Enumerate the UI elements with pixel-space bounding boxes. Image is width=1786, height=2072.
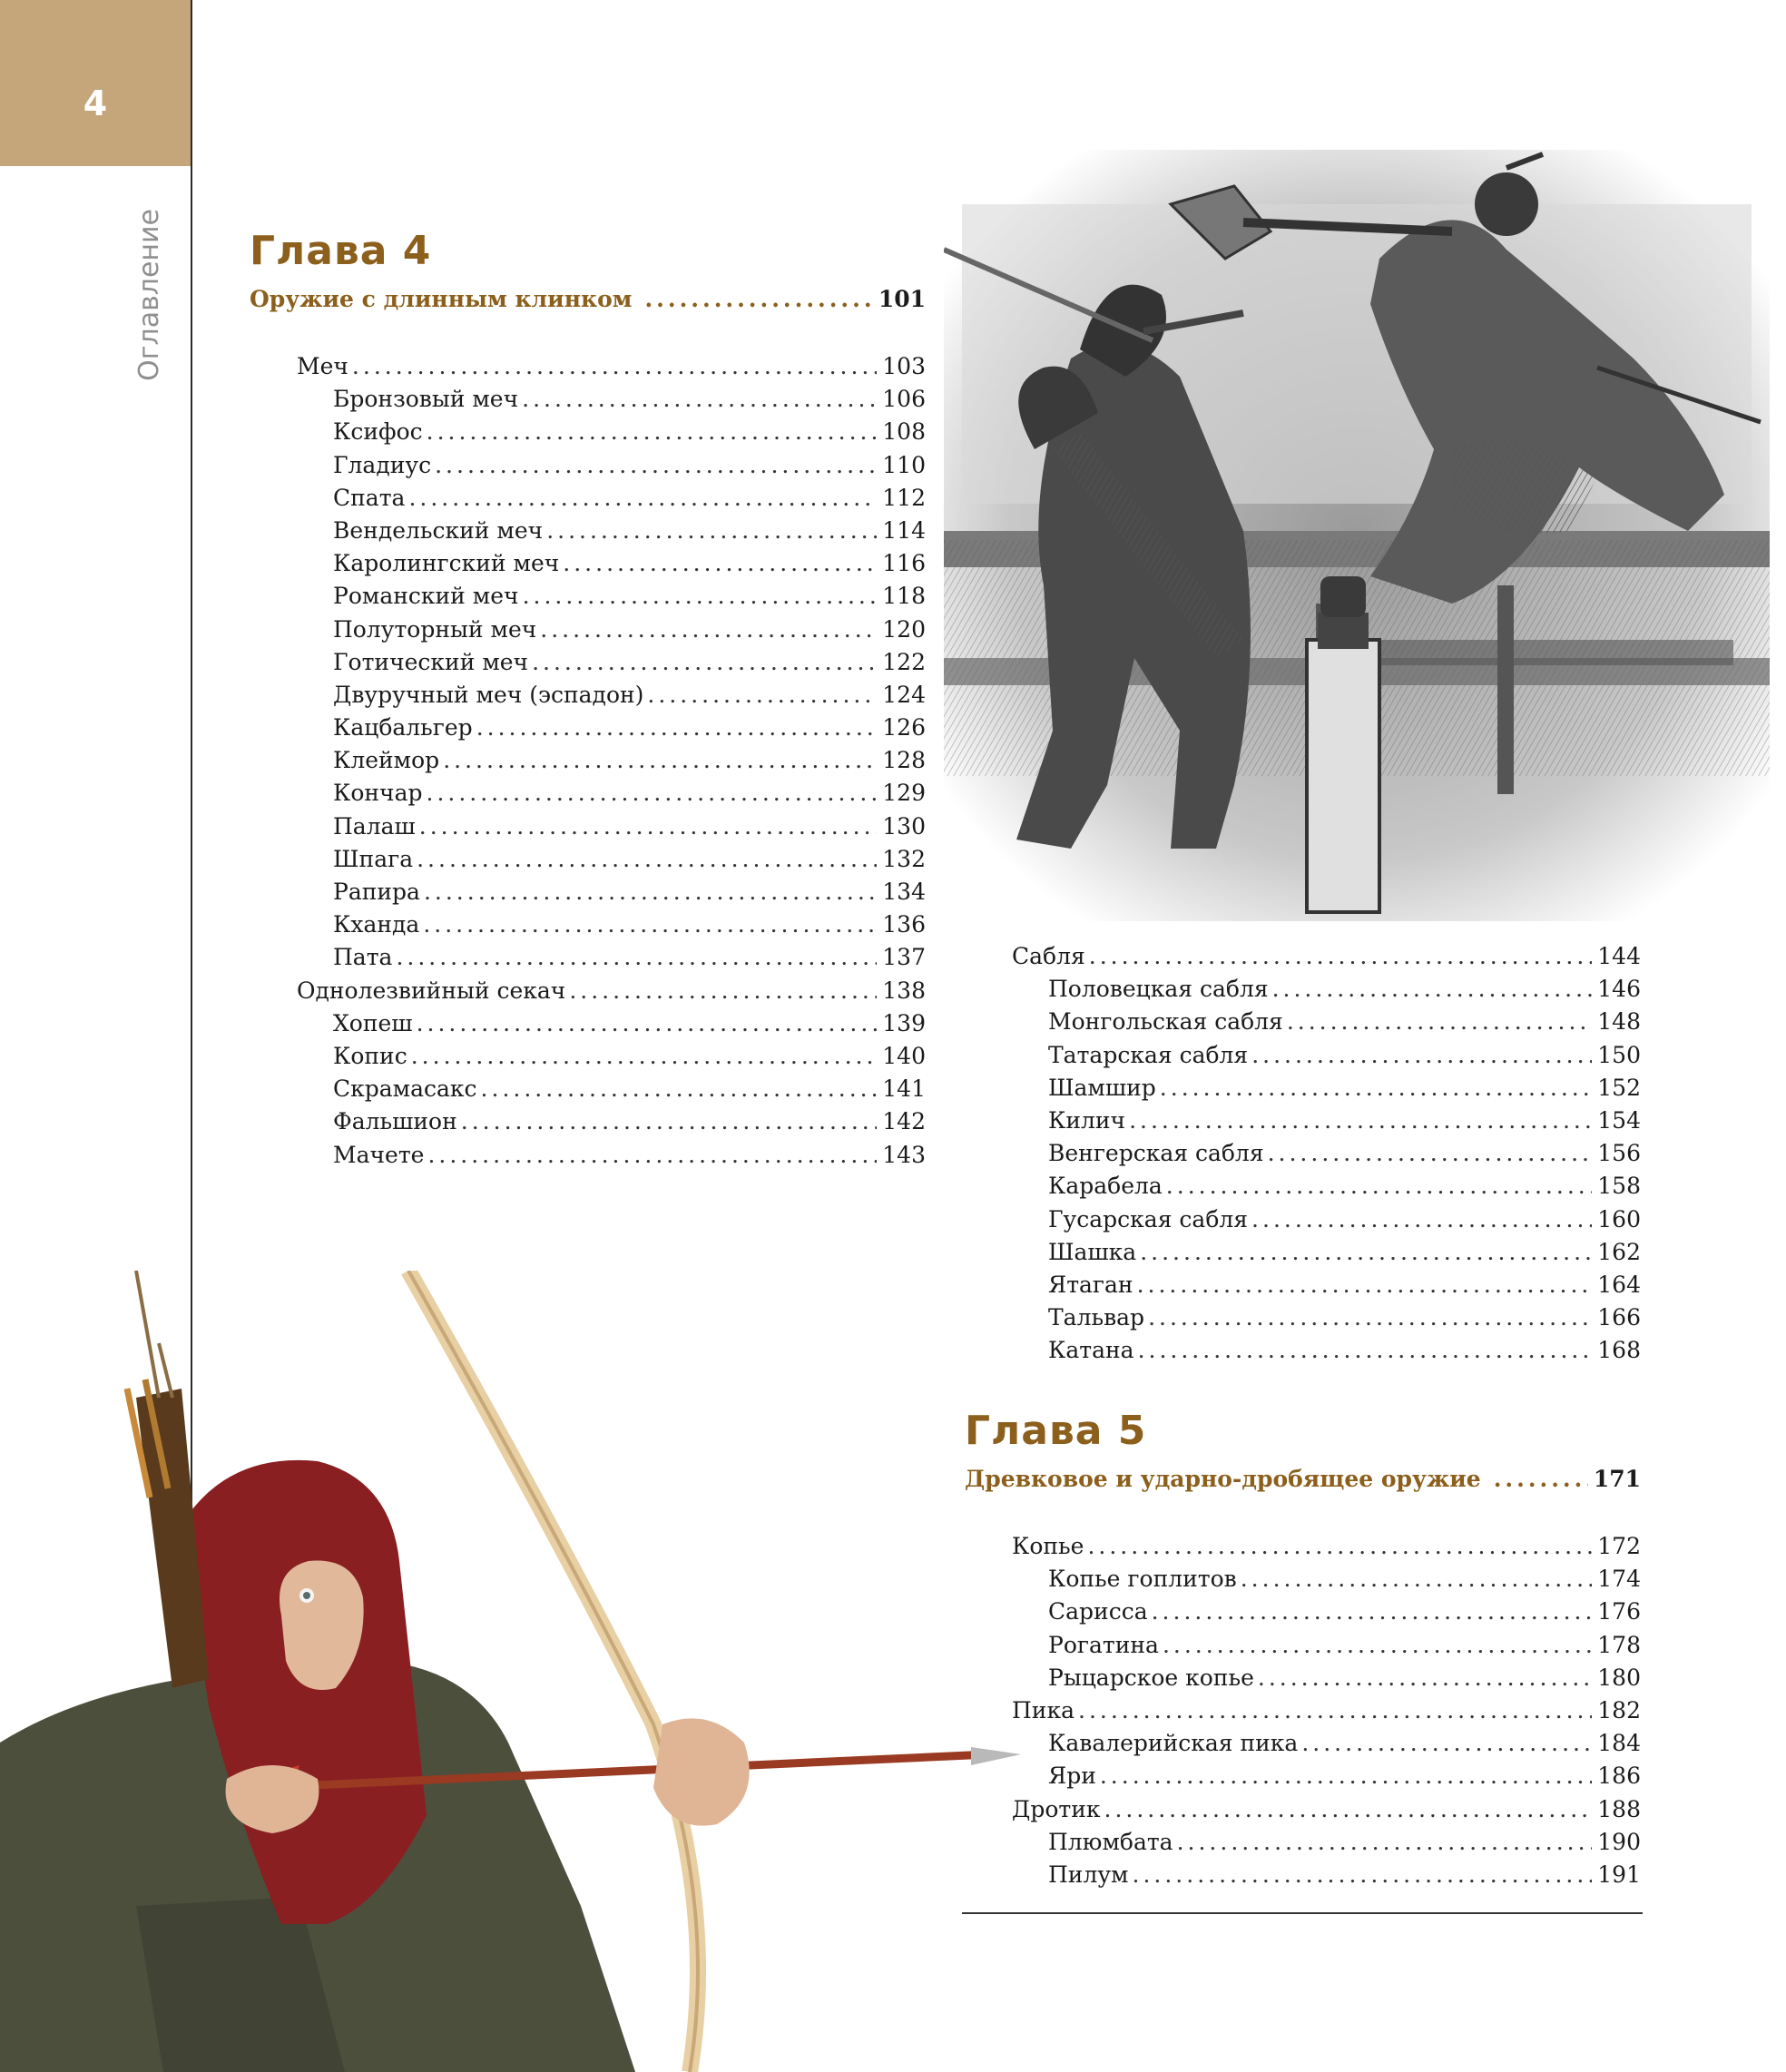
toc-entry-label: Кавалерийская пика — [1048, 1730, 1299, 1757]
toc-entry-page: 114 — [882, 516, 926, 544]
toc-entry-page: 130 — [882, 812, 926, 840]
toc-entry[interactable] — [1012, 973, 1641, 1006]
toc-entry-label: Копис — [333, 1042, 407, 1069]
toc-entry-label: Скрамасакс — [333, 1075, 477, 1103]
toc-entry[interactable] — [1012, 1006, 1641, 1038]
chapter-4-title: Глава 4 — [250, 228, 432, 274]
toc-entry-label: Тальвар — [1048, 1304, 1145, 1331]
dot-leader — [1163, 1629, 1592, 1662]
dot-leader — [540, 614, 877, 646]
toc-entry-page: 158 — [1597, 1173, 1641, 1200]
toc-entry-label: Каролингский меч — [333, 550, 560, 577]
dot-leader — [1100, 1760, 1592, 1792]
toc-entry-page: 184 — [1597, 1730, 1641, 1757]
toc-entry[interactable] — [297, 941, 926, 974]
toc-entry-label: Пата — [333, 944, 393, 971]
toc-entry-page: 142 — [882, 1108, 926, 1135]
toc-entry[interactable] — [1012, 1530, 1641, 1563]
dot-leader — [1301, 1727, 1592, 1760]
toc-entry-page: 166 — [1597, 1304, 1641, 1331]
toc-entry-page: 143 — [882, 1141, 926, 1168]
chapter-4-list-left — [297, 350, 926, 1172]
dot-leader — [532, 646, 877, 679]
dot-leader — [1140, 1236, 1592, 1269]
toc-entry[interactable] — [297, 1073, 926, 1105]
toc-entry-label: Венгерская сабля — [1048, 1140, 1264, 1167]
dot-leader — [352, 350, 877, 383]
toc-entry-page: 112 — [882, 484, 926, 511]
chapter-4-heading: Оружие с длинным клинком — [250, 286, 633, 312]
dot-leader — [1137, 1269, 1593, 1301]
dot-leader — [427, 1139, 877, 1172]
dot-leader — [435, 449, 877, 482]
toc-entry-label: Дротик — [1012, 1795, 1101, 1822]
dot-leader — [461, 1105, 878, 1138]
dot-leader — [417, 1007, 878, 1040]
toc-entry[interactable] — [297, 1007, 926, 1040]
toc-entry-page: 168 — [1597, 1337, 1641, 1364]
toc-entry-page: 180 — [1597, 1664, 1641, 1691]
toc-entry-page: 138 — [882, 977, 926, 1004]
toc-entry-page: 186 — [1597, 1763, 1641, 1790]
toc-entry-label: Плюмбата — [1048, 1828, 1173, 1855]
dot-leader — [423, 908, 877, 941]
toc-entry-page: 116 — [882, 550, 926, 577]
toc-entry[interactable] — [297, 547, 926, 580]
toc-entry-page: 134 — [882, 879, 926, 905]
toc-entry-page: 128 — [882, 747, 926, 774]
toc-entry-page: 118 — [882, 583, 926, 610]
page-number: 4 — [83, 83, 108, 123]
toc-entry-page: 174 — [1597, 1566, 1641, 1593]
toc-entry-label: Готический меч — [333, 648, 529, 675]
toc-entry-label: Однолезвийный секач — [297, 977, 566, 1004]
toc-entry[interactable] — [1012, 1301, 1641, 1334]
dot-leader — [443, 744, 877, 777]
toc-entry-label: Катана — [1048, 1337, 1134, 1364]
dot-leader — [1104, 1793, 1593, 1826]
toc-entry[interactable] — [1012, 1859, 1641, 1891]
toc-entry[interactable] — [1012, 1105, 1641, 1137]
toc-entry-label: Рогатина — [1048, 1631, 1159, 1658]
toc-entry-page: 132 — [882, 845, 926, 872]
dot-leader — [419, 810, 878, 843]
toc-entry[interactable] — [297, 580, 926, 613]
toc-entry-page: 126 — [882, 714, 926, 741]
chapter-4-heading-row[interactable] — [250, 283, 926, 316]
toc-entry[interactable] — [1012, 1039, 1641, 1072]
toc-entry-page: 154 — [1597, 1106, 1641, 1134]
toc-entry[interactable] — [1012, 1203, 1641, 1236]
dot-leader — [1078, 1694, 1592, 1727]
toc-entry-label: Шашка — [1048, 1238, 1137, 1265]
toc-entry-label: Хопеш — [333, 1009, 413, 1036]
dot-leader — [1148, 1301, 1592, 1334]
toc-entry[interactable] — [1012, 1793, 1641, 1826]
toc-entry[interactable] — [1012, 1137, 1641, 1170]
toc-entry[interactable] — [297, 975, 926, 1007]
toc-entry-page: 190 — [1597, 1828, 1641, 1855]
toc-entry-page: 178 — [1597, 1631, 1641, 1658]
toc-entry[interactable] — [1012, 1236, 1641, 1269]
toc-entry-label: Фальшион — [333, 1108, 457, 1135]
toc-entry[interactable] — [1012, 940, 1641, 973]
toc-entry-label: Сарисса — [1048, 1598, 1148, 1625]
toc-entry-label: Татарская сабля — [1048, 1041, 1249, 1068]
toc-entry-page: 129 — [882, 780, 926, 807]
toc-entry-label: Романский меч — [333, 583, 519, 610]
toc-entry[interactable] — [1012, 1629, 1641, 1662]
chapter-5-heading: Древковое и ударно-дробящее оружие — [965, 1466, 1481, 1492]
toc-entry-label: Ятаган — [1048, 1271, 1133, 1298]
toc-entry-label: Меч — [297, 353, 348, 379]
toc-entry-page: 152 — [1597, 1074, 1641, 1101]
toc-entry[interactable] — [297, 614, 926, 646]
dot-leader — [523, 580, 878, 613]
toc-entry[interactable] — [297, 908, 926, 941]
toc-entry-page: 156 — [1597, 1140, 1641, 1167]
toc-entry-label: Карабела — [1048, 1173, 1163, 1200]
dot-leader — [424, 876, 877, 908]
toc-entry-label: Бронзовый меч — [333, 386, 519, 413]
toc-entry-label: Копье — [1012, 1533, 1084, 1559]
toc-entry[interactable] — [297, 810, 926, 843]
section-label: Оглавление — [133, 209, 165, 381]
toc-entry[interactable] — [297, 646, 926, 679]
dot-leader — [1087, 1530, 1592, 1563]
dot-leader — [569, 975, 877, 1007]
toc-entry[interactable] — [1012, 1727, 1641, 1760]
toc-entry-page: 150 — [1597, 1041, 1641, 1068]
dot-leader — [644, 283, 872, 316]
toc-entry-label: Пилум — [1048, 1861, 1129, 1888]
toc-entry-page: 164 — [1597, 1271, 1641, 1298]
toc-entry-label: Рапира — [333, 879, 420, 905]
toc-entry-label: Копье гоплитов — [1048, 1566, 1237, 1593]
toc-entry-page: 146 — [1597, 976, 1641, 1003]
toc-entry-label: Половецкая сабля — [1048, 976, 1269, 1003]
dot-leader — [1287, 1006, 1592, 1038]
toc-entry-label: Кончар — [333, 780, 423, 807]
toc-entry-label: Гладиус — [333, 451, 432, 478]
toc-entry[interactable] — [297, 843, 926, 876]
dot-leader — [1133, 1859, 1593, 1891]
toc-entry-label: Мачете — [333, 1141, 425, 1168]
toc-entry-page: 122 — [882, 648, 926, 675]
toc-entry-label: Палаш — [333, 812, 416, 840]
toc-entry-page: 120 — [882, 615, 926, 643]
dot-leader — [1258, 1662, 1592, 1694]
dot-leader — [1152, 1596, 1593, 1628]
dot-leader — [563, 547, 877, 580]
toc-entry[interactable] — [297, 1139, 926, 1172]
dot-leader — [1251, 1203, 1592, 1236]
toc-entry-label: Спата — [333, 484, 406, 511]
toc-entry[interactable] — [297, 679, 926, 712]
toc-entry[interactable] — [1012, 1662, 1641, 1694]
toc-entry-page: 136 — [882, 911, 926, 938]
toc-entry-page: 124 — [882, 681, 926, 708]
toc-entry-page: 110 — [882, 451, 926, 478]
toc-entry[interactable] — [297, 416, 926, 448]
chapter-4-page: 101 — [878, 286, 926, 312]
toc-entry-label: Гусарская сабля — [1048, 1205, 1249, 1232]
archer-photo-illustration — [0, 1271, 1035, 2072]
toc-entry[interactable] — [297, 744, 926, 777]
dot-leader — [476, 712, 878, 744]
toc-entry-label: Яри — [1048, 1763, 1096, 1790]
chapter-5-title: Глава 5 — [965, 1408, 1147, 1454]
toc-entry-page: 176 — [1597, 1598, 1641, 1625]
toc-entry[interactable] — [297, 383, 926, 416]
dot-leader — [427, 777, 878, 810]
toc-entry-label: Кханда — [333, 911, 420, 938]
toc-entry-label: Двуручный меч (эспадон) — [333, 681, 644, 708]
toc-entry-page: 106 — [882, 386, 926, 413]
toc-entry[interactable] — [1012, 1170, 1641, 1203]
toc-entry-page: 162 — [1597, 1238, 1641, 1265]
dot-leader — [481, 1073, 878, 1105]
toc-entry[interactable] — [297, 515, 926, 547]
toc-entry-label: Клеймор — [333, 747, 440, 774]
toc-entry-label: Шпага — [333, 845, 414, 872]
toc-entry[interactable] — [1012, 1563, 1641, 1596]
toc-entry-page: 160 — [1597, 1205, 1641, 1232]
toc-entry[interactable] — [1012, 1760, 1641, 1792]
dot-leader — [1177, 1826, 1593, 1859]
toc-entry-page: 144 — [1597, 943, 1641, 969]
dot-leader — [546, 515, 877, 547]
toc-entry[interactable] — [1012, 1596, 1641, 1628]
toc-entry[interactable] — [1012, 1334, 1641, 1367]
toc-entry-label: Килич — [1048, 1106, 1126, 1134]
dot-leader — [1089, 940, 1593, 973]
dot-leader — [1251, 1039, 1592, 1072]
toc-entry[interactable] — [1012, 1072, 1641, 1105]
chapter-5-page: 171 — [1593, 1466, 1641, 1492]
toc-entry-label: Ксифос — [333, 418, 423, 446]
toc-entry-page: 103 — [882, 353, 926, 379]
dot-leader — [427, 416, 878, 448]
dot-leader — [1129, 1105, 1592, 1137]
dot-leader — [1166, 1170, 1592, 1203]
dot-leader — [1272, 973, 1593, 1006]
toc-entry[interactable] — [1012, 1269, 1641, 1301]
toc-entry-page: 140 — [882, 1042, 926, 1069]
toc-entry-label: Кацбальгер — [333, 714, 473, 741]
toc-entry-page: 148 — [1597, 1008, 1641, 1036]
toc-entry-page: 191 — [1597, 1861, 1641, 1888]
samurai-engraving-illustration — [944, 150, 1770, 921]
toc-entry-page: 141 — [882, 1075, 926, 1103]
toc-entry-label: Шамшир — [1048, 1074, 1156, 1101]
dot-leader — [522, 383, 877, 416]
toc-entry-page: 139 — [882, 1009, 926, 1036]
toc-entry[interactable] — [297, 482, 926, 515]
toc-entry-page: 137 — [882, 944, 926, 971]
toc-entry[interactable] — [297, 876, 926, 908]
toc-entry[interactable] — [297, 712, 926, 744]
toc-entry-page: 182 — [1597, 1696, 1641, 1723]
toc-entry[interactable] — [297, 350, 926, 383]
dot-leader — [1268, 1137, 1593, 1170]
dot-leader — [408, 482, 877, 515]
bottom-rule — [962, 1912, 1643, 1914]
dot-leader — [396, 941, 877, 974]
toc-entry-label: Пика — [1012, 1696, 1075, 1723]
dot-leader — [1138, 1334, 1593, 1367]
toc-entry[interactable] — [1012, 1826, 1641, 1859]
toc-entry-label: Вендельский меч — [333, 516, 544, 544]
toc-entry-label: Полуторный меч — [333, 615, 537, 643]
dot-leader — [411, 1040, 878, 1073]
toc-entry[interactable] — [297, 449, 926, 482]
toc-entry-label: Монгольская сабля — [1048, 1008, 1283, 1036]
toc-entry[interactable] — [297, 1105, 926, 1138]
toc-entry-page: 172 — [1597, 1533, 1641, 1559]
dot-leader — [1241, 1563, 1593, 1596]
toc-entry-page: 108 — [882, 418, 926, 446]
toc-entry[interactable] — [297, 1040, 926, 1073]
chapter-4-list-right — [1012, 940, 1641, 1367]
dot-leader — [417, 843, 877, 876]
chapter-5-list — [1012, 1530, 1641, 1891]
toc-entry[interactable] — [297, 777, 926, 810]
toc-entry-page: 188 — [1597, 1795, 1641, 1822]
dot-leader — [647, 679, 877, 712]
toc-entry-label: Рыцарское копье — [1048, 1664, 1254, 1691]
chapter-5-heading-row[interactable] — [965, 1463, 1641, 1496]
dot-leader — [1160, 1072, 1592, 1105]
toc-entry[interactable] — [1012, 1694, 1641, 1727]
toc-entry-label: Сабля — [1012, 943, 1085, 969]
dot-leader — [1494, 1463, 1588, 1496]
